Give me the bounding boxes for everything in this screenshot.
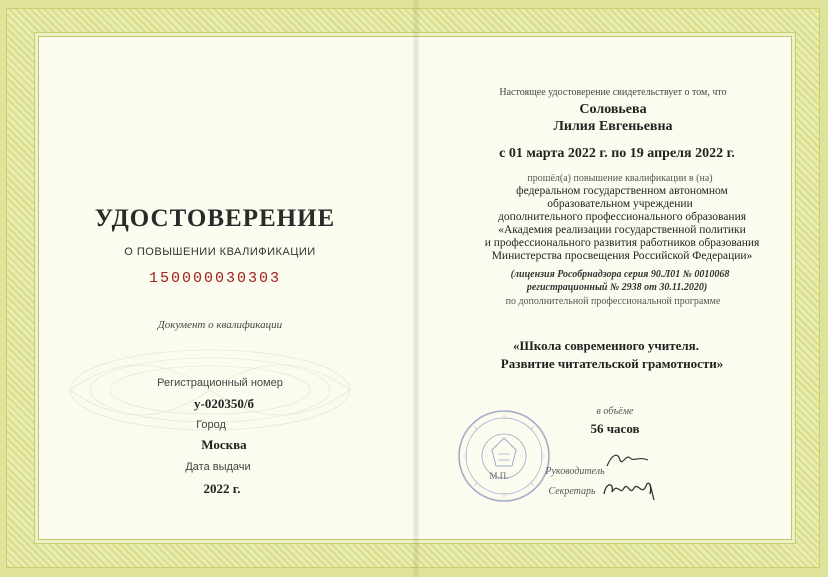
secretary-signature-icon [600,474,660,502]
license-line: (лицензия Рособрнадзора серия 90.Л01 № 0010068 [510,269,730,280]
stamp-place-label: М.П. [489,471,509,481]
head-signature-label: Руководитель [545,466,605,477]
intro-text: Настоящее удостоверение свидетельствует о том, что [499,87,727,98]
registration-label: Регистрационный номер [157,377,283,389]
certificate-number: 150000030303 [148,270,282,287]
program-label: по дополнительной профессиональной программе [505,296,721,307]
passed-text: прошёл(а) повышение квалификации в (на) [527,173,713,184]
guilloche-pattern [60,330,360,450]
issue-date-label: Дата выдачи [185,461,251,473]
recipient-surname: Соловьева [579,102,647,117]
registration-number: у-020350/б [194,396,254,411]
volume-hours: 56 часов [590,421,640,436]
organization-line: Министерства просвещения Российской Федерации» [491,250,753,262]
organization-line: федеральном государственном автономном [516,185,728,197]
organization-line: и профессионального развития работников образования [484,237,760,249]
certificate-subtitle: О ПОВЫШЕНИИ КВАЛИФИКАЦИИ [124,246,316,258]
page-fold [412,0,420,577]
head-signature-icon [604,450,652,472]
issue-date-value: 2022 г. [203,481,241,496]
certificate-title: УДОСТОВЕРЕНИЕ [94,205,336,232]
program-title-line1: «Школа современного учителя. [513,338,699,353]
document-type: Документ о квалификации [157,319,283,331]
city-value: Москва [201,437,247,452]
organization-line: дополнительного профессионального образования [497,211,747,223]
training-period: с 01 марта 2022 г. по 19 апреля 2022 г. [499,146,735,161]
program-title-line2: Развитие читательской грамотности» [500,356,724,371]
secretary-signature-label: Секретарь [548,486,596,497]
city-label: Город [196,419,226,431]
official-seal-icon [456,408,552,504]
organization-line: образовательном учреждении [547,198,693,210]
license-line: регистрационный № 2938 от 30.11.2020) [526,282,708,293]
organization-line: «Академия реализации государственной политики [498,224,746,236]
recipient-given-names: Лилия Евгеньевна [553,119,673,134]
volume-label: в объёме [596,406,634,417]
